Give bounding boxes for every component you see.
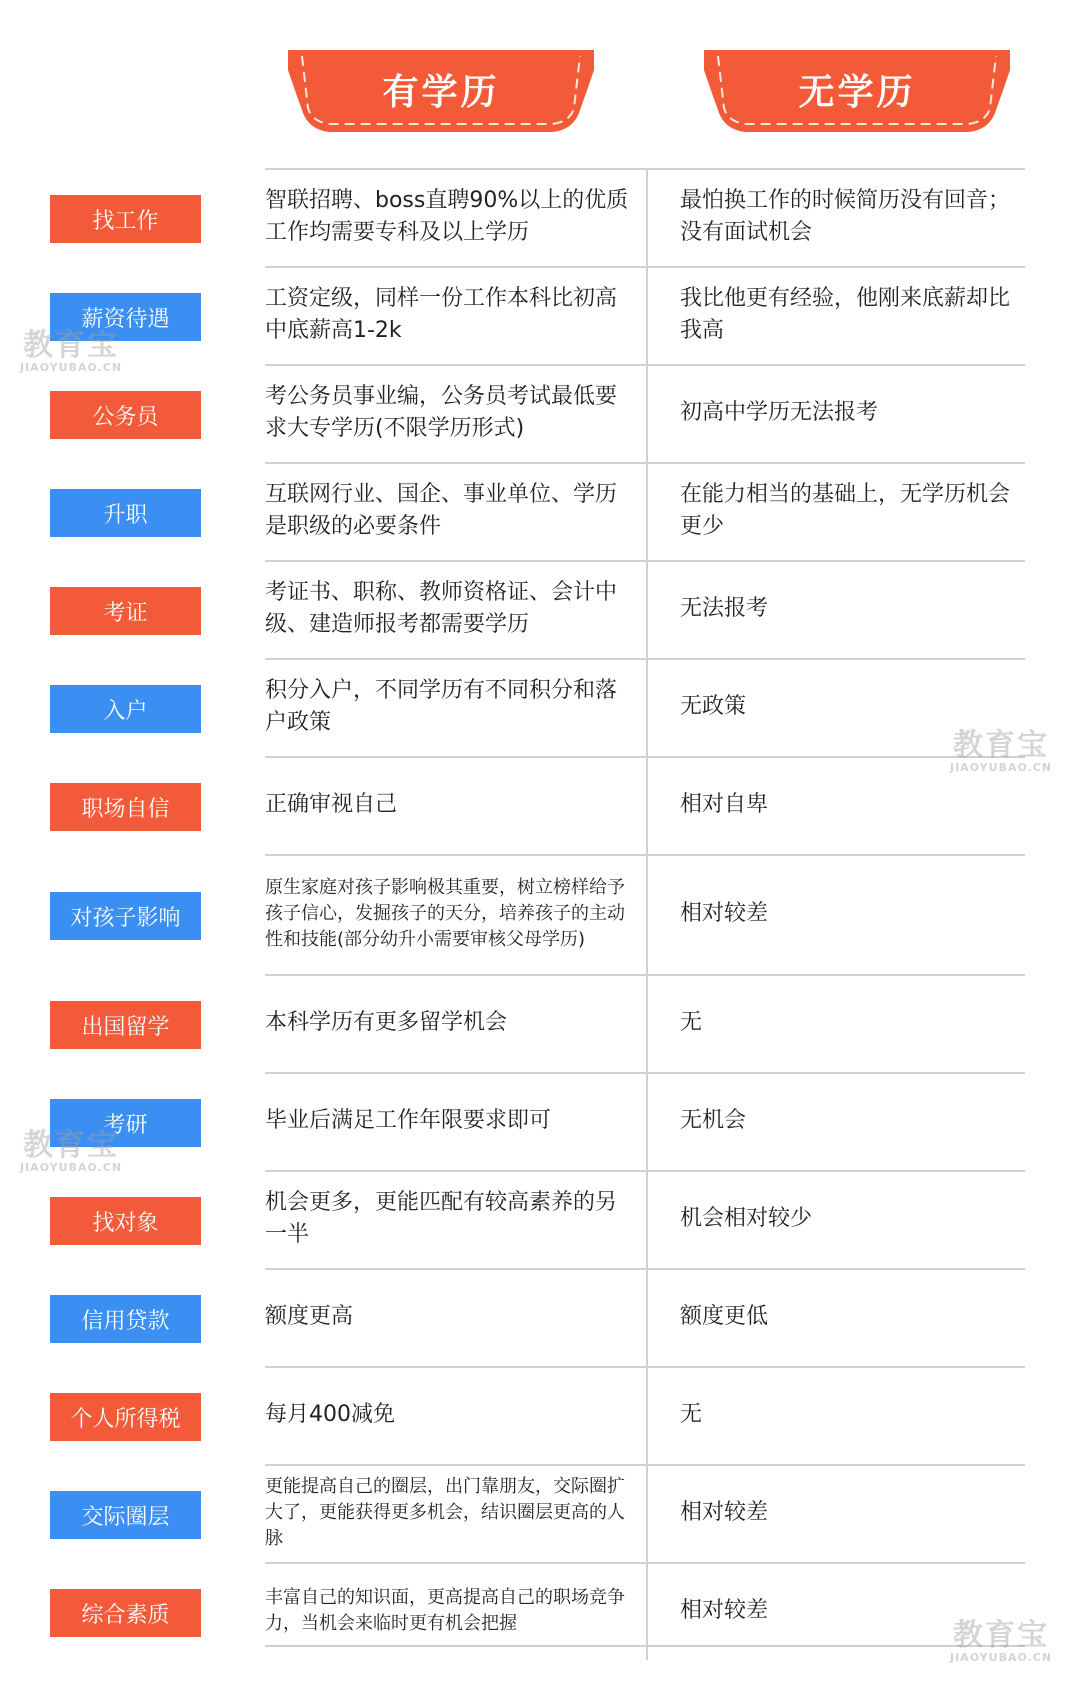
table-row xyxy=(0,1268,1080,1366)
with-degree-cell: 智联招聘、boss直聘90%以上的优质工作均需要专科及以上学历 xyxy=(265,188,629,245)
row-label: 综合素质 xyxy=(50,1589,201,1637)
table-row xyxy=(0,266,1080,364)
column-divider xyxy=(646,756,648,854)
row-label: 找对象 xyxy=(50,1197,201,1245)
header-without-degree-label: 无学历 xyxy=(798,71,916,113)
row-label: 找工作 xyxy=(50,195,201,243)
column-divider xyxy=(646,1366,648,1464)
without-degree-cell: 无法报考 xyxy=(680,596,769,621)
row-label: 职场自信 xyxy=(50,783,201,831)
column-divider xyxy=(646,1170,648,1268)
table-row xyxy=(0,658,1080,756)
row-label: 出国留学 xyxy=(50,1001,201,1049)
row-label: 信用贷款 xyxy=(50,1295,201,1343)
column-divider xyxy=(646,364,648,462)
column-divider xyxy=(646,462,648,560)
table-row xyxy=(0,1464,1080,1562)
without-degree-cell: 无政策 xyxy=(680,694,747,719)
without-degree-cell: 相对较差 xyxy=(680,1500,769,1525)
without-degree-cell: 在能力相当的基础上，无学历机会更少 xyxy=(680,482,1011,539)
column-divider xyxy=(646,1072,648,1170)
table-row xyxy=(0,364,1080,462)
with-degree-cell: 考公务员事业编，公务员考试最低要求大专学历(不限学历形式) xyxy=(265,384,618,441)
column-divider xyxy=(646,854,648,974)
with-degree-cell: 毕业后满足工作年限要求即可 xyxy=(265,1108,552,1133)
with-degree-cell: 正确审视自己 xyxy=(265,792,398,817)
with-degree-cell: 额度更高 xyxy=(265,1304,354,1329)
with-degree-cell: 工资定级，同样一份工作本科比初高中底薪高1-2k xyxy=(265,286,618,343)
table-bottom-border xyxy=(265,1645,1025,1647)
column-divider xyxy=(646,560,648,658)
with-degree-cell: 互联网行业、国企、事业单位、学历是职级的必要条件 xyxy=(265,482,618,539)
without-degree-cell: 无 xyxy=(680,1402,703,1427)
row-label: 个人所得税 xyxy=(50,1393,201,1441)
with-degree-cell: 考证书、职称、教师资格证、会计中级、建造师报考都需要学历 xyxy=(265,580,618,637)
row-label: 对孩子影响 xyxy=(50,892,201,940)
without-degree-cell: 机会相对较少 xyxy=(680,1206,813,1231)
without-degree-cell: 相对自卑 xyxy=(680,792,769,817)
watermark: 教育宝 JIAOYUBAO.CN xyxy=(950,728,1053,774)
without-degree-cell: 额度更低 xyxy=(680,1304,769,1329)
table-row xyxy=(0,560,1080,658)
comparison-table xyxy=(0,168,1080,1660)
with-degree-cell: 原生家庭对孩子影响极其重要，树立榜样给予孩子信心，发掘孩子的天分，培养孩子的主动性和技能(部分幼升小需要审核父母学历) xyxy=(265,877,625,950)
row-label: 升职 xyxy=(50,489,201,537)
column-divider xyxy=(646,658,648,756)
column-divider xyxy=(646,168,648,266)
without-degree-cell: 无机会 xyxy=(680,1108,747,1133)
row-label: 入户 xyxy=(50,685,201,733)
table-row xyxy=(0,168,1080,266)
with-degree-cell: 积分入户，不同学历有不同积分和落户政策 xyxy=(265,678,618,735)
row-label: 交际圈层 xyxy=(50,1491,201,1539)
watermark: 教育宝 JIAOYUBAO.CN xyxy=(20,1128,123,1174)
with-degree-cell: 机会更多，更能匹配有较高素养的另一半 xyxy=(265,1190,618,1247)
header-without-degree xyxy=(704,48,1010,140)
table-row xyxy=(0,1366,1080,1464)
without-degree-cell: 初高中学历无法报考 xyxy=(680,400,879,425)
table-row xyxy=(0,756,1080,854)
without-degree-cell: 无 xyxy=(680,1010,703,1035)
column-divider xyxy=(646,1464,648,1562)
watermark: 教育宝 JIAOYUBAO.CN xyxy=(950,1618,1053,1664)
without-degree-cell: 我比他更有经验，他刚来底薪却比我高 xyxy=(680,286,1011,343)
table-row xyxy=(0,974,1080,1072)
row-label: 薪资待遇 xyxy=(50,293,201,341)
with-degree-cell: 本科学历有更多留学机会 xyxy=(265,1010,508,1035)
with-degree-cell: 更能提高自己的圈层，出门靠朋友，交际圈扩大了，更能获得更多机会，结识圈层更高的人脉 xyxy=(265,1476,625,1549)
table-row xyxy=(0,1072,1080,1170)
row-label: 考研 xyxy=(50,1099,201,1147)
row-label: 公务员 xyxy=(50,391,201,439)
with-degree-cell: 每月400减免 xyxy=(265,1402,395,1427)
row-label: 考证 xyxy=(50,587,201,635)
watermark: 教育宝 JIAOYUBAO.CN xyxy=(20,328,123,374)
column-divider xyxy=(646,1268,648,1366)
header-with-degree xyxy=(288,48,594,140)
without-degree-cell: 相对较差 xyxy=(680,901,769,926)
without-degree-cell: 最怕换工作的时候简历没有回音；没有面试机会 xyxy=(680,188,1011,245)
column-divider xyxy=(646,974,648,1072)
with-degree-cell: 丰富自己的知识面，更高提高自己的职场竞争力，当机会来临时更有机会把握 xyxy=(265,1587,625,1634)
table-row xyxy=(0,462,1080,560)
header-with-degree-label: 有学历 xyxy=(382,71,500,113)
table-row xyxy=(0,854,1080,974)
column-divider xyxy=(646,266,648,364)
without-degree-cell: 相对较差 xyxy=(680,1598,769,1623)
table-row xyxy=(0,1170,1080,1268)
